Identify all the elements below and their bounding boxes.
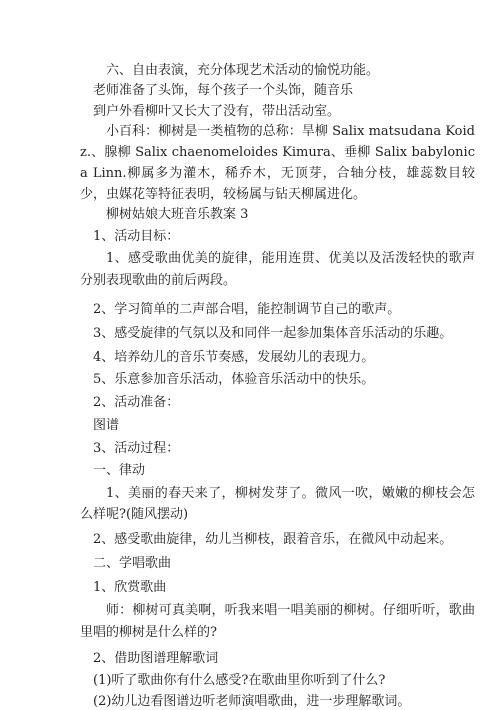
process-singing-1: 1、欣赏歌曲 (93, 580, 167, 595)
objective-2: 2、学习简单的二声部合唱，能控制调节自己的歌声。 (93, 302, 401, 317)
section-process: 3、活动过程： (93, 441, 180, 456)
paragraph-headwear: 老师准备了头饰，每个孩子一个头饰，随音乐 (93, 83, 354, 98)
paragraph-free-performance: 六、自由表演，充分体现艺术活动的愉悦功能。 (106, 63, 380, 78)
section-preparation: 2、活动准备： (93, 395, 180, 410)
objective-3: 3、感受旋律的气氛以及和同伴一起参加集体音乐活动的乐趣。 (93, 326, 453, 341)
teacher-prompt: 师：柳树可真美啊，听我来唱一唱美丽的柳树。仔细听听，歌曲里唱的柳树是什么样的? (80, 603, 475, 640)
section-objectives: 1、活动目标： (93, 229, 180, 244)
paragraph-encyclopedia: 小百科：柳树是一类植物的总称：旱柳 Salix matsudana Koidz.、腺柳 Salix chaenomeloides Kimura、垂柳 Salix babylonica Linn.柳属多为灌木，稀乔木，无顶芽，合轴分枝，雄蕊数目较少，虫媒花等特征表明，较杨属与钻天柳属进化。 (80, 124, 475, 202)
process-rhythm-1: 1、美丽的春天来了，柳树发芽了。微风一吹，嫩嫩的柳枝会怎么样呢?(随风摆动) (80, 486, 475, 522)
preparation-item: 图谱 (93, 418, 120, 433)
question-2: (2)幼儿边看图谱边听老师演唱歌曲，进一步理解歌词。 (93, 694, 411, 709)
process-singing-2: 2、借助图谱理解歌词 (93, 651, 219, 666)
objective-5: 5、乐意参加音乐活动，体验音乐活动中的快乐。 (93, 372, 375, 387)
question-1: (1)听了歌曲你有什么感受?在歌曲里你听到了什么? (93, 673, 386, 688)
process-rhythm-heading: 一、律动 (93, 463, 146, 478)
paragraph-outdoor: 到户外看柳叶又长大了没有，带出活动室。 (93, 104, 341, 119)
lesson-title: 柳树姑娘大班音乐教案 3 (106, 207, 249, 222)
process-singing-heading: 二、学唱歌曲 (93, 556, 172, 571)
objective-4: 4、培养幼儿的音乐节奏感，发展幼儿的表现力。 (93, 350, 375, 365)
objective-1: 1、感受歌曲优美的旋律，能用连贯、优美以及活泼轻快的歌声分别表现歌曲的前后两段。 (80, 251, 475, 288)
process-rhythm-2: 2、感受歌曲旋律，幼儿当柳枝，跟着音乐，在微风中动起来。 (93, 532, 453, 547)
